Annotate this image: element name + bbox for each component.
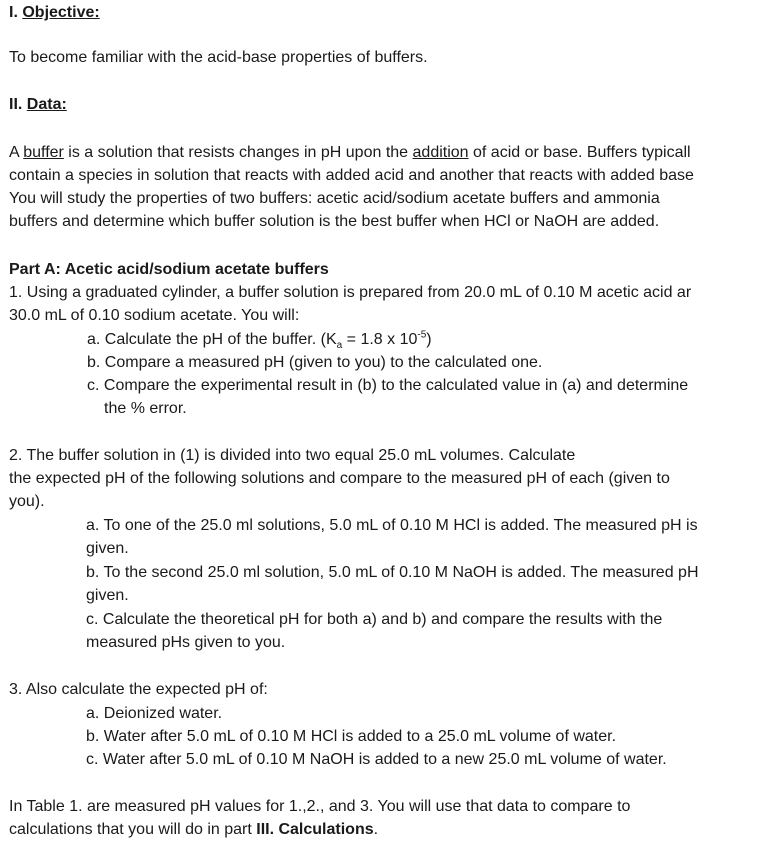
item3-b: b. Water after 5.0 mL of 0.10 M HCl is added to a 25.0 mL volume of water. bbox=[86, 728, 617, 745]
intro-line-4: buffers and determine which buffer solution is the best buffer when HCl or NaOH are added. bbox=[9, 213, 660, 230]
item1-b: b. Compare a measured pH (given to you) to the calculated one. bbox=[87, 354, 543, 371]
item3-c: c. Water after 5.0 mL of 0.10 M NaOH is added to a new 25.0 mL volume of water. bbox=[86, 751, 667, 768]
intro-text: is a solution that resists changes in pH upon the bbox=[63, 144, 413, 161]
item2-line-1: 2. The buffer solution in (1) is divided into two equal 25.0 mL volumes. Calculate bbox=[9, 447, 576, 464]
item2-c-line-1: c. Calculate the theoretical pH for both a) and b) and compare the results with the bbox=[86, 611, 663, 628]
item2-b-line-2: given. bbox=[86, 587, 129, 604]
item1-line-2: 30.0 mL of 0.10 sodium acetate. You will: bbox=[9, 307, 300, 324]
item2-b-line-1: b. To the second 25.0 ml solution, 5.0 mL of 0.10 M NaOH is added. The measured pH bbox=[86, 564, 699, 581]
objective-text: To become familiar with the acid-base properties of buffers. bbox=[9, 49, 428, 66]
objective-heading-number: I. bbox=[9, 4, 23, 21]
part-a-heading: Part A: Acetic acid/sodium acetate buffers bbox=[9, 261, 329, 278]
item3-a: a. Deionized water. bbox=[86, 705, 223, 722]
item1-a-text: = 1.8 x 10 bbox=[342, 331, 418, 348]
buffer-term: buffer bbox=[23, 144, 64, 161]
item3-line-1: 3. Also calculate the expected pH of: bbox=[9, 681, 268, 698]
closing-line-2 bbox=[9, 820, 378, 840]
closing-line-1: In Table 1. are measured pH values for 1.,2., and 3. You will use that data to compare to bbox=[9, 798, 631, 815]
item1-c-line-2: the % error. bbox=[104, 400, 187, 417]
closing-text: . bbox=[373, 821, 379, 838]
item2-line-3: you). bbox=[9, 493, 45, 510]
data-heading-number: II. bbox=[9, 96, 27, 113]
item1-a-text: ) bbox=[426, 331, 432, 348]
item2-a-line-2: given. bbox=[86, 540, 129, 557]
calculations-reference: III. Calculations bbox=[256, 821, 374, 838]
item2-line-2: the expected pH of the following solutions and compare to the measured pH of each (given to bbox=[9, 470, 670, 487]
item1-a-text: a. Calculate the pH of the buffer. (K bbox=[87, 331, 337, 348]
closing-text: calculations that you will do in part bbox=[9, 821, 257, 838]
item1-c-line-1: c. Compare the experimental result in (b) to the calculated value in (a) and determine bbox=[87, 377, 689, 394]
intro-line-2: contain a species in solution that reacts with added acid and another that reacts with added base bbox=[9, 167, 694, 184]
intro-text: A bbox=[9, 144, 24, 161]
intro-line-3: You will study the properties of two buffers: acetic acid/sodium acetate buffers and ammonia bbox=[9, 190, 660, 207]
objective-heading bbox=[9, 3, 100, 23]
item1-a bbox=[87, 330, 432, 350]
addition-term: addition bbox=[412, 144, 469, 161]
item2-a-line-1: a. To one of the 25.0 ml solutions, 5.0 mL of 0.10 M HCl is added. The measured pH is bbox=[86, 517, 698, 534]
intro-text: of acid or base. Buffers typicall bbox=[468, 144, 691, 161]
data-heading-label: Data: bbox=[26, 96, 67, 113]
objective-heading-label: Objective: bbox=[22, 4, 100, 21]
exponent-superscript: -5 bbox=[417, 329, 427, 341]
item2-c-line-2: measured pHs given to you. bbox=[86, 634, 286, 651]
data-heading bbox=[9, 95, 67, 115]
ka-subscript: a bbox=[336, 340, 343, 352]
item1-line-1: 1. Using a graduated cylinder, a buffer solution is prepared from 20.0 mL of 0.10 M acetic acid ar bbox=[9, 284, 692, 301]
intro-line-1 bbox=[9, 143, 691, 163]
